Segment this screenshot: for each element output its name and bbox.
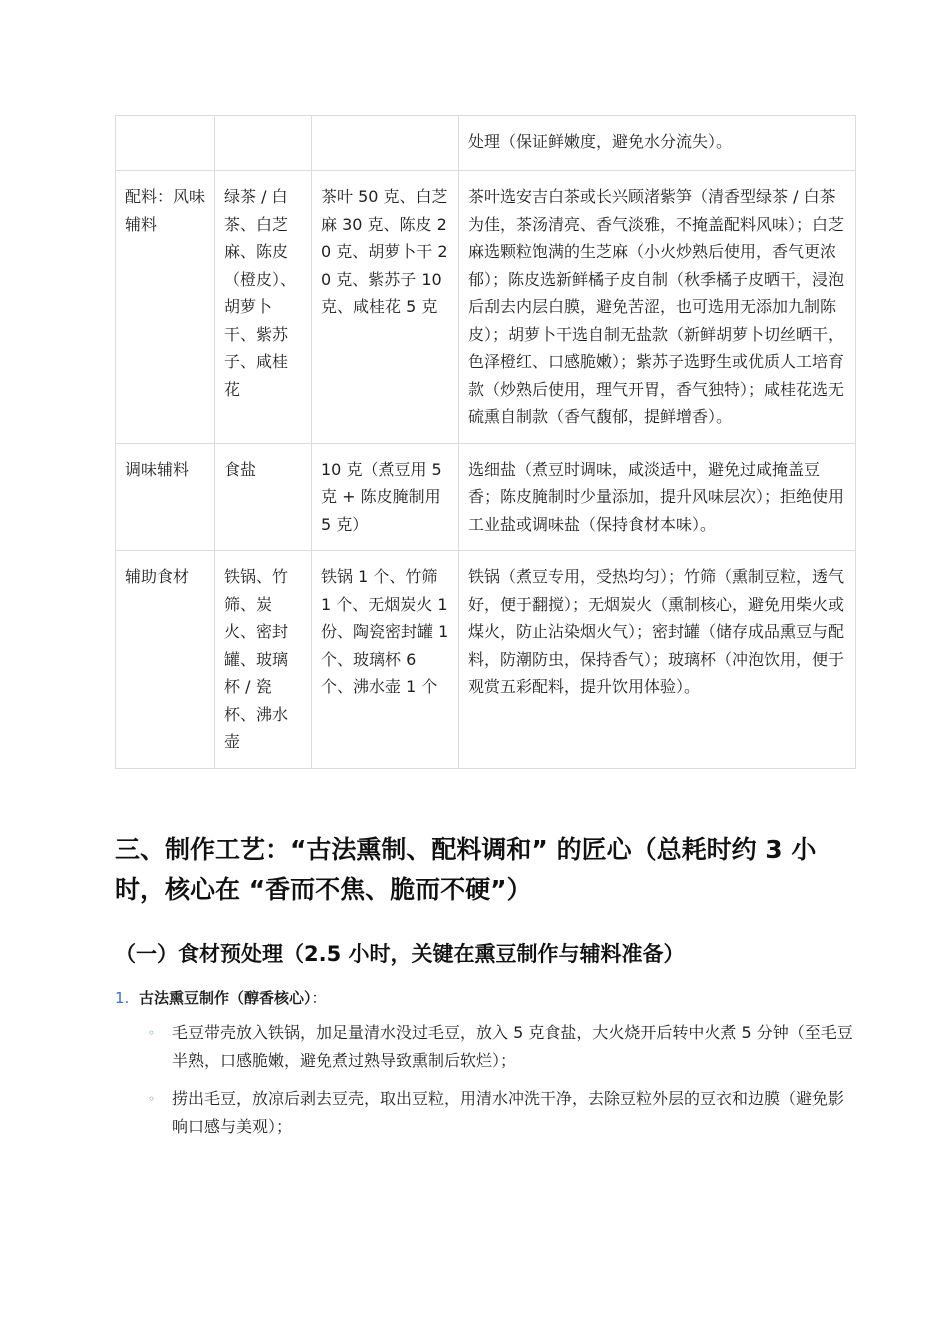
table-row [116,551,856,769]
list-item [148,1019,855,1075]
bullet-text: 捞出毛豆，放凉后剥去豆壳，取出豆粒，用清水冲洗干净，去除豆粒外层的豆衣和边膜（避免影响口感与美观）； [172,1089,845,1136]
table-cell [116,116,215,171]
hollow-circle-icon: ◦ [148,1092,156,1106]
table-cell-notes: 选细盐（煮豆时调味，咸淡适中，避免过咸掩盖豆香；陈皮腌制时少量添加，提升风味层次）；拒绝使用工业盐或调味盐（保持食材本味）。 [459,443,856,551]
section-heading: 三、制作工艺：“古法熏制、配料调和” 的匠心（总耗时约 3 小时，核心在 “香而不焦、脆而不硬”） [115,835,817,904]
table-cell-quantity: 10 克（煮豆用 5 克 + 陈皮腌制用 5 克） [312,443,459,551]
table-cell-notes: 铁锅（煮豆专用，受热均匀）；竹筛（熏制豆粒，透气好，便于翻搅）；无烟炭火（熏制核心，避免用柴火或煤火，防止沾染烟火气）；密封罐（储存成品熏豆与配料，防潮防虫，保持香气）；玻璃杯（冲泡饮用，便于观赏五彩配料，提升饮用体验）。 [459,551,856,769]
bullet-list [115,1019,855,1141]
table-cell-quantity: 茶叶 50 克、白芝麻 30 克、陈皮 20 克、胡萝卜干 20 克、紫苏子 10 克、咸桂花 5 克 [312,171,459,444]
table-cell-category: 配料：风味辅料 [116,171,215,444]
bullet-text: 毛豆带壳放入铁锅，加足量清水没过毛豆，放入 5 克食盐，大火烧开后转中火煮 5 分钟（至毛豆半熟，口感脆嫩，避免煮过熟导致熏制后软烂）； [172,1023,853,1070]
table-cell-notes: 茶叶选安吉白茶或长兴顾渚紫笋（清香型绿茶 / 白茶为佳，茶汤清亮、香气淡雅，不掩盖配料风味）；白芝麻选颗粒饱满的生芝麻（小火炒熟后使用，香气更浓郁）；陈皮选新鲜橘子皮自制（秋季橘子皮晒干，浸泡后刮去内层白膜，避免苦涩，也可选用无添加九制陈皮）；胡萝卜干选自制无盐款（新鲜胡萝卜切丝晒干，色泽橙红、口感脆嫩）；紫苏子选野生或优质人工培育款（炒熟后使用，理气开胃，香气独特）；咸桂花选无硫熏自制款（香气馥郁，提鲜增香）。 [459,171,856,444]
table-cell [215,116,312,171]
step-label: 古法熏豆制作（醇香核心） [139,989,312,1007]
subsection-heading: （一）食材预处理（2.5 小时，关键在熏豆制作与辅料准备） [115,942,685,966]
list-item [148,1085,855,1141]
table-cell [312,116,459,171]
table-cell-ingredients: 绿茶 / 白茶、白芝麻、陈皮（橙皮）、胡萝卜干、紫苏子、咸桂花 [215,171,312,444]
list-item [115,985,855,1011]
table-cell-ingredients: 食盐 [215,443,312,551]
table-cell-quantity: 铁锅 1 个、竹筛 1 个、无烟炭火 1 份、陶瓷密封罐 1 个、玻璃杯 6 个、沸水壶 1 个 [312,551,459,769]
table-cell-category: 调味辅料 [116,443,215,551]
table-cell-ingredients: 铁锅、竹筛、炭火、密封罐、玻璃杯 / 瓷杯、沸水壶 [215,551,312,769]
table-row [116,116,856,171]
table-cell-category: 辅助食材 [116,551,215,769]
table-cell: 处理（保证鲜嫩度，避免水分流失）。 [459,116,856,171]
hollow-circle-icon: ◦ [148,1026,156,1040]
table-row [116,171,856,444]
steps-list [115,985,855,1151]
step-number: 1. [115,989,130,1007]
ingredients-table [115,115,856,769]
step-label-suffix: ： [311,989,327,1007]
table-row [116,443,856,551]
